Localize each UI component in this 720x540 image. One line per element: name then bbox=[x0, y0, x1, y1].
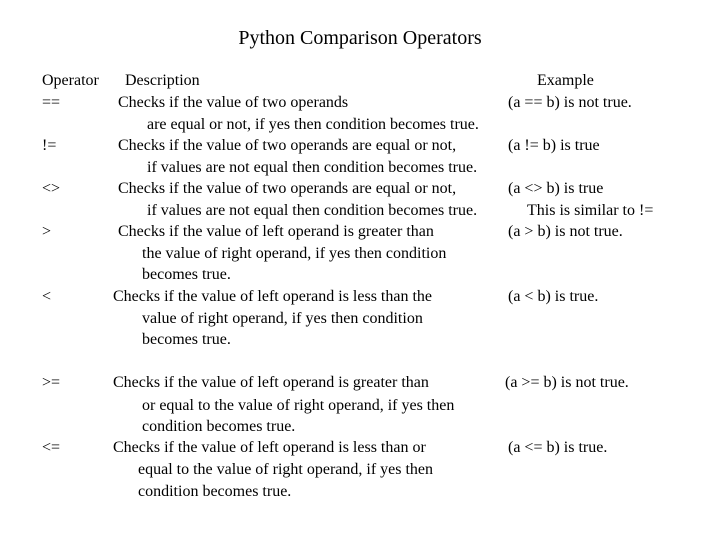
example-cell: (a == b) is not true. bbox=[508, 94, 632, 111]
description-line: if values are not equal then condition becomes true. bbox=[147, 202, 478, 219]
header-description: Description bbox=[125, 72, 200, 89]
description-line: Checks if the value of two operands are equal or not, bbox=[118, 137, 457, 154]
operator-cell: <= bbox=[42, 439, 61, 456]
description-line: becomes true. bbox=[142, 331, 231, 348]
operator-cell: != bbox=[42, 137, 57, 154]
description-line: becomes true. bbox=[142, 266, 231, 283]
header-example: Example bbox=[537, 72, 594, 89]
description-line: Checks if the value of two operands bbox=[118, 94, 349, 111]
description-line: Checks if the value of left operand is greater than bbox=[118, 223, 434, 240]
description-line: if values are not equal then condition becomes true. bbox=[147, 159, 478, 176]
description-line: condition becomes true. bbox=[138, 483, 292, 500]
operator-cell: >= bbox=[42, 374, 61, 391]
example-cell: (a <> b) is true bbox=[508, 180, 604, 197]
operator-cell: < bbox=[42, 288, 52, 305]
example-cell: (a < b) is true. bbox=[508, 288, 599, 305]
operator-cell: == bbox=[42, 94, 61, 111]
description-line: equal to the value of right operand, if yes then bbox=[138, 461, 434, 478]
description-line: are equal or not, if yes then condition becomes true. bbox=[147, 116, 479, 133]
operator-cell: > bbox=[42, 223, 52, 240]
description-line: Checks if the value of two operands are equal or not, bbox=[118, 180, 457, 197]
example-cell: (a != b) is true bbox=[508, 137, 600, 154]
example-cell: (a <= b) is true. bbox=[508, 439, 608, 456]
description-line: Checks if the value of left operand is greater than bbox=[113, 374, 429, 391]
example-cell: (a > b) is not true. bbox=[508, 223, 623, 240]
description-line: condition becomes true. bbox=[142, 418, 296, 435]
operator-cell: <> bbox=[42, 180, 61, 197]
header-operator: Operator bbox=[42, 72, 99, 89]
example-cell: (a >= b) is not true. bbox=[505, 374, 629, 391]
description-line: the value of right operand, if yes then condition bbox=[142, 245, 447, 262]
example-note: This is similar to != bbox=[527, 202, 654, 219]
description-line: value of right operand, if yes then condition bbox=[142, 310, 423, 327]
page-title: Python Comparison Operators bbox=[238, 27, 482, 49]
description-line: Checks if the value of left operand is less than or bbox=[113, 439, 426, 456]
description-line: Checks if the value of left operand is less than the bbox=[113, 288, 433, 305]
description-line: or equal to the value of right operand, if yes then bbox=[142, 397, 455, 414]
